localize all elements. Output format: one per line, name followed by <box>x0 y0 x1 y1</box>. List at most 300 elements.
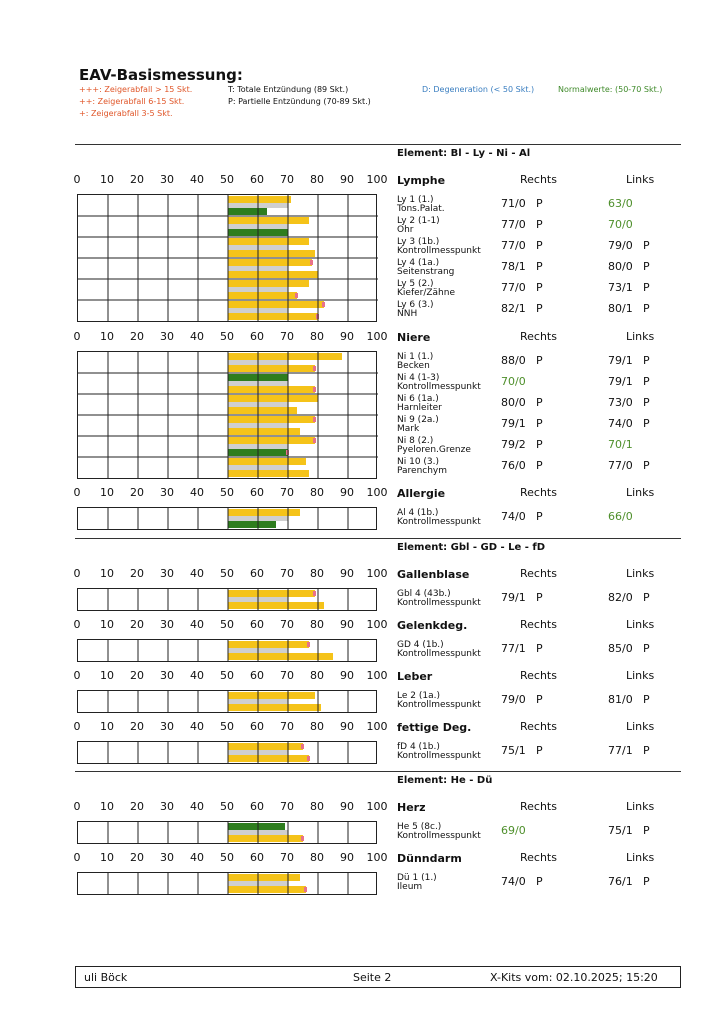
axis-tick-label: 60 <box>250 851 264 864</box>
value-right: 76/0 <box>501 459 526 472</box>
point-code: Ni 1 (1.) <box>397 352 434 362</box>
element-title: Element: Bl - Ly - Ni - Al <box>397 148 531 159</box>
x-axis <box>70 720 390 734</box>
column-header-left: Links <box>626 486 655 499</box>
value-right: 74/0 <box>501 510 526 523</box>
point-description: Becken <box>397 361 430 371</box>
section-title: Herz <box>397 801 426 814</box>
point-description: Kiefer/Zähne <box>397 288 456 298</box>
axis-tick-label: 80 <box>310 669 324 682</box>
x-axis <box>70 618 390 632</box>
axis-tick-label: 0 <box>73 720 81 733</box>
axis-tick-label: 20 <box>130 851 144 864</box>
value-left: 76/1 <box>608 875 633 888</box>
legend-drop <box>79 84 192 120</box>
axis-tick-label: 90 <box>340 330 354 343</box>
bar-chart-grid <box>77 741 377 764</box>
section-title: Gelenkdeg. <box>397 619 468 632</box>
point-description: Ohr <box>397 225 414 235</box>
point-description: Kontrollmesspunkt <box>397 517 481 527</box>
value-left: 79/0 <box>608 239 633 252</box>
bar-right <box>228 692 315 699</box>
flag-left: P <box>643 281 650 294</box>
axis-tick-label: 80 <box>310 720 324 733</box>
measurement-point-label <box>397 590 481 608</box>
axis-tick-label: 100 <box>366 720 388 733</box>
bar-left <box>228 407 297 414</box>
point-code: Ly 6 (3.) <box>397 300 434 310</box>
axis-tick-label: 60 <box>250 720 264 733</box>
value-right: 79/1 <box>501 591 526 604</box>
bar-left <box>228 250 315 257</box>
drop-marker <box>313 387 316 392</box>
section-title: Dünndarm <box>397 852 462 865</box>
column-header-right: Rechts <box>520 851 557 864</box>
axis-tick-label: 90 <box>340 720 354 733</box>
bar-right <box>228 395 318 402</box>
axis-tick-label: 20 <box>130 567 144 580</box>
footer-stamp: X-Kits vom: 02.10.2025; 15:20 <box>490 971 658 984</box>
value-left: 79/1 <box>608 375 633 388</box>
measurement-point-label <box>397 692 481 710</box>
value-right: 75/1 <box>501 744 526 757</box>
value-left: 85/0 <box>608 642 633 655</box>
axis-tick-label: 100 <box>366 486 388 499</box>
bar-right <box>228 743 303 750</box>
axis-tick-label: 50 <box>220 669 234 682</box>
drop-marker <box>295 293 298 298</box>
flag-left: P <box>643 591 650 604</box>
column-header-right: Rechts <box>520 173 557 186</box>
value-left: 75/1 <box>608 824 633 837</box>
bar-right <box>228 238 309 245</box>
axis-tick-label: 70 <box>280 851 294 864</box>
value-right: 78/1 <box>501 260 526 273</box>
column-header-left: Links <box>626 851 655 864</box>
section-title: Leber <box>397 670 433 683</box>
drop-marker <box>313 366 316 371</box>
axis-tick-label: 70 <box>280 486 294 499</box>
legend-item: T: Totale Entzündung (89 Skt.) <box>228 85 349 94</box>
value-right: 79/0 <box>501 693 526 706</box>
bar-chart <box>78 195 378 321</box>
measurement-point-label <box>397 217 440 235</box>
axis-tick-label: 90 <box>340 618 354 631</box>
axis-tick-label: 70 <box>280 330 294 343</box>
flag-right: P <box>536 239 543 252</box>
column-header-right: Rechts <box>520 800 557 813</box>
point-description: Seitenstrang <box>397 267 455 277</box>
axis-tick-label: 20 <box>130 800 144 813</box>
bar-chart-grid <box>77 872 377 895</box>
measurement-point-label <box>397 280 455 298</box>
drop-marker <box>304 887 307 892</box>
section-title: Allergie <box>397 487 446 500</box>
measurement-point-label <box>397 743 481 761</box>
x-axis <box>70 486 390 500</box>
axis-tick-label: 80 <box>310 851 324 864</box>
drop-marker <box>307 642 310 647</box>
value-right: 88/0 <box>501 354 526 367</box>
flag-right: P <box>536 260 543 273</box>
axis-tick-label: 40 <box>190 173 204 186</box>
axis-tick-label: 90 <box>340 669 354 682</box>
axis-tick-label: 0 <box>73 800 81 813</box>
axis-tick-label: 50 <box>220 720 234 733</box>
axis-tick-label: 100 <box>366 851 388 864</box>
column-header-left: Links <box>626 567 655 580</box>
axis-tick-label: 90 <box>340 567 354 580</box>
flag-left: P <box>643 824 650 837</box>
flag-right: P <box>536 693 543 706</box>
point-code: Ly 3 (1b.) <box>397 237 440 247</box>
section-divider <box>75 538 681 539</box>
value-left: 73/1 <box>608 281 633 294</box>
x-axis <box>70 800 390 814</box>
bar-chart <box>78 822 378 843</box>
bar-left <box>228 386 315 393</box>
axis-tick-label: 10 <box>100 173 114 186</box>
measurement-point-label <box>397 259 454 277</box>
bar-right <box>228 874 300 881</box>
point-description: Kontrollmesspunkt <box>397 598 481 608</box>
bar-left <box>228 292 297 299</box>
axis-tick-label: 100 <box>366 618 388 631</box>
x-axis <box>70 851 390 865</box>
axis-tick-label: 70 <box>280 618 294 631</box>
legend-item: +: Zeigerabfall 3-5 Skt. <box>79 109 173 118</box>
flag-right: P <box>536 218 543 231</box>
bar-chart <box>78 691 378 712</box>
column-header-right: Rechts <box>520 567 557 580</box>
legend-normal: Normalwerte: (50-70 Skt.) <box>558 85 663 94</box>
flag-right: P <box>536 302 543 315</box>
axis-tick-label: 90 <box>340 486 354 499</box>
axis-tick-label: 60 <box>250 330 264 343</box>
value-left: 80/0 <box>608 260 633 273</box>
axis-tick-label: 100 <box>366 669 388 682</box>
column-header-left: Links <box>626 173 655 186</box>
axis-tick-label: 40 <box>190 618 204 631</box>
axis-tick-label: 0 <box>73 669 81 682</box>
point-code: Ly 4 (1a.) <box>397 258 440 268</box>
axis-tick-label: 30 <box>160 330 174 343</box>
axis-tick-label: 30 <box>160 851 174 864</box>
bar-right <box>228 280 309 287</box>
axis-tick-label: 60 <box>250 669 264 682</box>
value-left: 82/0 <box>608 591 633 604</box>
value-left: 81/0 <box>608 693 633 706</box>
axis-tick-label: 50 <box>220 800 234 813</box>
column-header-left: Links <box>626 669 655 682</box>
axis-tick-label: 90 <box>340 800 354 813</box>
flag-right: P <box>536 197 543 210</box>
bar-right <box>228 590 315 597</box>
point-code: Al 4 (1b.) <box>397 508 439 518</box>
x-axis <box>70 173 390 187</box>
value-right: 71/0 <box>501 197 526 210</box>
axis-tick-label: 80 <box>310 800 324 813</box>
axis-tick-label: 20 <box>130 618 144 631</box>
flag-right: P <box>536 591 543 604</box>
axis-tick-label: 10 <box>100 486 114 499</box>
bar-right <box>228 823 285 830</box>
value-left: 70/0 <box>608 218 633 231</box>
point-code: Le 2 (1a.) <box>397 691 440 701</box>
measurement-point-label <box>397 458 447 476</box>
legend-item: ++: Zeigerabfall 6-15 Skt. <box>79 97 185 106</box>
axis-tick-label: 70 <box>280 173 294 186</box>
bar-left <box>228 470 309 477</box>
value-right: 77/1 <box>501 642 526 655</box>
drop-marker <box>301 836 304 841</box>
measurement-point-label <box>397 641 481 659</box>
point-code: Ni 6 (1a.) <box>397 394 439 404</box>
point-code: Ly 1 (1.) <box>397 195 434 205</box>
value-right: 77/0 <box>501 239 526 252</box>
point-description: Harnleiter <box>397 403 442 413</box>
axis-tick-label: 30 <box>160 669 174 682</box>
value-right: 77/0 <box>501 218 526 231</box>
axis-tick-label: 20 <box>130 720 144 733</box>
measurement-point-label <box>397 374 481 392</box>
x-axis <box>70 330 390 344</box>
section-title: fettige Deg. <box>397 721 472 734</box>
section-divider <box>75 144 681 145</box>
axis-tick-label: 10 <box>100 618 114 631</box>
flag-right: P <box>536 417 543 430</box>
point-code: fD 4 (1b.) <box>397 742 440 752</box>
point-description: Kontrollmesspunkt <box>397 382 481 392</box>
point-code: Ly 2 (1-1) <box>397 216 440 226</box>
section-divider <box>75 771 681 772</box>
footer-page: Seite 2 <box>353 971 392 984</box>
axis-tick-label: 0 <box>73 851 81 864</box>
axis-tick-label: 10 <box>100 567 114 580</box>
point-code: Ly 5 (2.) <box>397 279 434 289</box>
flag-left: P <box>643 302 650 315</box>
section-title: Niere <box>397 331 431 344</box>
axis-tick-label: 30 <box>160 173 174 186</box>
column-header-right: Rechts <box>520 618 557 631</box>
bar-right <box>228 509 300 516</box>
value-right: 69/0 <box>501 824 526 837</box>
flag-left: P <box>643 417 650 430</box>
point-code: Ni 10 (3.) <box>397 457 440 467</box>
flag-left: P <box>643 875 650 888</box>
value-left: 80/1 <box>608 302 633 315</box>
x-axis <box>70 669 390 683</box>
bar-right <box>228 217 309 224</box>
axis-tick-label: 40 <box>190 720 204 733</box>
axis-tick-label: 20 <box>130 669 144 682</box>
axis-tick-label: 60 <box>250 800 264 813</box>
axis-tick-label: 60 <box>250 567 264 580</box>
value-right: 82/1 <box>501 302 526 315</box>
flag-right: P <box>536 438 543 451</box>
point-code: He 5 (8c.) <box>397 822 442 832</box>
point-description: Kontrollmesspunkt <box>397 831 481 841</box>
axis-tick-label: 40 <box>190 851 204 864</box>
point-description: Tons.Palat. <box>397 204 445 214</box>
bar-chart-grid <box>77 507 377 530</box>
point-code: Ni 8 (2.) <box>397 436 434 446</box>
bar-left <box>228 602 324 609</box>
axis-tick-label: 70 <box>280 669 294 682</box>
axis-tick-label: 10 <box>100 800 114 813</box>
drop-marker <box>310 260 313 265</box>
value-left: 79/1 <box>608 354 633 367</box>
legend-item: +++: Zeigerabfall > 15 Skt. <box>79 85 193 94</box>
flag-left: P <box>643 260 650 273</box>
axis-tick-label: 60 <box>250 618 264 631</box>
flag-left: P <box>643 693 650 706</box>
measurement-point-label <box>397 395 442 413</box>
axis-tick-label: 10 <box>100 330 114 343</box>
bar-right <box>228 301 324 308</box>
value-right: 77/0 <box>501 281 526 294</box>
axis-tick-label: 0 <box>73 173 81 186</box>
legend-degeneration: D: Degeneration (< 50 Skt.) <box>422 85 535 94</box>
value-left: 77/1 <box>608 744 633 757</box>
bar-left <box>228 271 318 278</box>
axis-tick-label: 30 <box>160 800 174 813</box>
page-title: EAV-Basismessung: <box>79 66 243 84</box>
axis-tick-label: 20 <box>130 173 144 186</box>
point-code: Ni 9 (2a.) <box>397 415 439 425</box>
bar-chart <box>78 640 378 661</box>
axis-tick-label: 40 <box>190 486 204 499</box>
flag-right: P <box>536 354 543 367</box>
bar-chart <box>78 589 378 610</box>
axis-tick-label: 90 <box>340 851 354 864</box>
flag-right: P <box>536 281 543 294</box>
drop-marker <box>322 302 325 307</box>
legend-item: P: Partielle Entzündung (70-89 Skt.) <box>228 97 371 106</box>
axis-tick-label: 30 <box>160 486 174 499</box>
point-code: Dü 1 (1.) <box>397 873 437 883</box>
axis-tick-label: 20 <box>130 486 144 499</box>
bar-chart <box>78 508 378 529</box>
axis-tick-label: 80 <box>310 618 324 631</box>
point-code: Gbl 4 (43b.) <box>397 589 451 599</box>
axis-tick-label: 50 <box>220 486 234 499</box>
measurement-point-label <box>397 437 471 455</box>
flag-right: P <box>536 459 543 472</box>
measurement-point-label <box>397 353 433 371</box>
bar-right <box>228 259 312 266</box>
flag-left: P <box>643 396 650 409</box>
axis-tick-label: 80 <box>310 173 324 186</box>
axis-tick-label: 80 <box>310 486 324 499</box>
element-title: Element: Gbl - GD - Le - fD <box>397 542 546 553</box>
bar-right <box>228 416 315 423</box>
value-left: 77/0 <box>608 459 633 472</box>
value-left: 73/0 <box>608 396 633 409</box>
axis-tick-label: 70 <box>280 567 294 580</box>
flag-left: P <box>643 459 650 472</box>
axis-tick-label: 0 <box>73 486 81 499</box>
flag-right: P <box>536 510 543 523</box>
axis-tick-label: 30 <box>160 618 174 631</box>
measurement-point-label <box>397 301 434 319</box>
bar-left <box>228 365 315 372</box>
axis-tick-label: 30 <box>160 720 174 733</box>
flag-left: P <box>643 354 650 367</box>
axis-tick-label: 80 <box>310 330 324 343</box>
bar-chart-grid <box>77 194 377 322</box>
flag-right: P <box>536 744 543 757</box>
value-right: 80/0 <box>501 396 526 409</box>
axis-tick-label: 50 <box>220 567 234 580</box>
value-right: 79/2 <box>501 438 526 451</box>
point-description: Kontrollmesspunkt <box>397 649 481 659</box>
bar-chart <box>78 742 378 763</box>
drop-marker <box>307 756 310 761</box>
bar-chart-grid <box>77 588 377 611</box>
bar-left <box>228 428 300 435</box>
bar-right <box>228 196 291 203</box>
axis-tick-label: 90 <box>340 173 354 186</box>
flag-left: P <box>643 642 650 655</box>
bar-right <box>228 437 315 444</box>
axis-tick-label: 10 <box>100 851 114 864</box>
axis-tick-label: 80 <box>310 567 324 580</box>
bar-left <box>228 521 276 528</box>
page-footer <box>75 966 681 988</box>
axis-tick-label: 60 <box>250 173 264 186</box>
axis-tick-label: 20 <box>130 330 144 343</box>
axis-tick-label: 10 <box>100 720 114 733</box>
column-header-right: Rechts <box>520 486 557 499</box>
measurement-point-label <box>397 823 481 841</box>
flag-left: P <box>643 239 650 252</box>
point-description: Ileum <box>397 882 423 892</box>
measurement-point-label <box>397 874 437 892</box>
bar-right <box>228 458 306 465</box>
drop-marker <box>313 438 316 443</box>
measurement-point-label <box>397 238 481 256</box>
axis-tick-label: 70 <box>280 800 294 813</box>
point-description: Kontrollmesspunkt <box>397 700 481 710</box>
column-header-left: Links <box>626 800 655 813</box>
bar-chart-grid <box>77 639 377 662</box>
element-title: Element: He - Dü <box>397 775 493 786</box>
value-left: 74/0 <box>608 417 633 430</box>
measurement-point-label <box>397 509 481 527</box>
drop-marker <box>313 591 316 596</box>
point-code: Ni 4 (1-3) <box>397 373 440 383</box>
axis-tick-label: 10 <box>100 669 114 682</box>
axis-tick-label: 0 <box>73 567 81 580</box>
column-header-left: Links <box>626 330 655 343</box>
point-code: GD 4 (1b.) <box>397 640 444 650</box>
column-header-right: Rechts <box>520 720 557 733</box>
legend-inflammation <box>228 84 371 108</box>
column-header-right: Rechts <box>520 330 557 343</box>
bar-right <box>228 353 342 360</box>
point-description: Kontrollmesspunkt <box>397 246 481 256</box>
bar-left <box>228 755 309 762</box>
axis-tick-label: 100 <box>366 567 388 580</box>
column-header-right: Rechts <box>520 669 557 682</box>
value-left: 63/0 <box>608 197 633 210</box>
column-header-left: Links <box>626 618 655 631</box>
drop-marker <box>301 744 304 749</box>
axis-tick-label: 100 <box>366 800 388 813</box>
measurement-point-label <box>397 416 439 434</box>
section-title: Gallenblase <box>397 568 470 581</box>
